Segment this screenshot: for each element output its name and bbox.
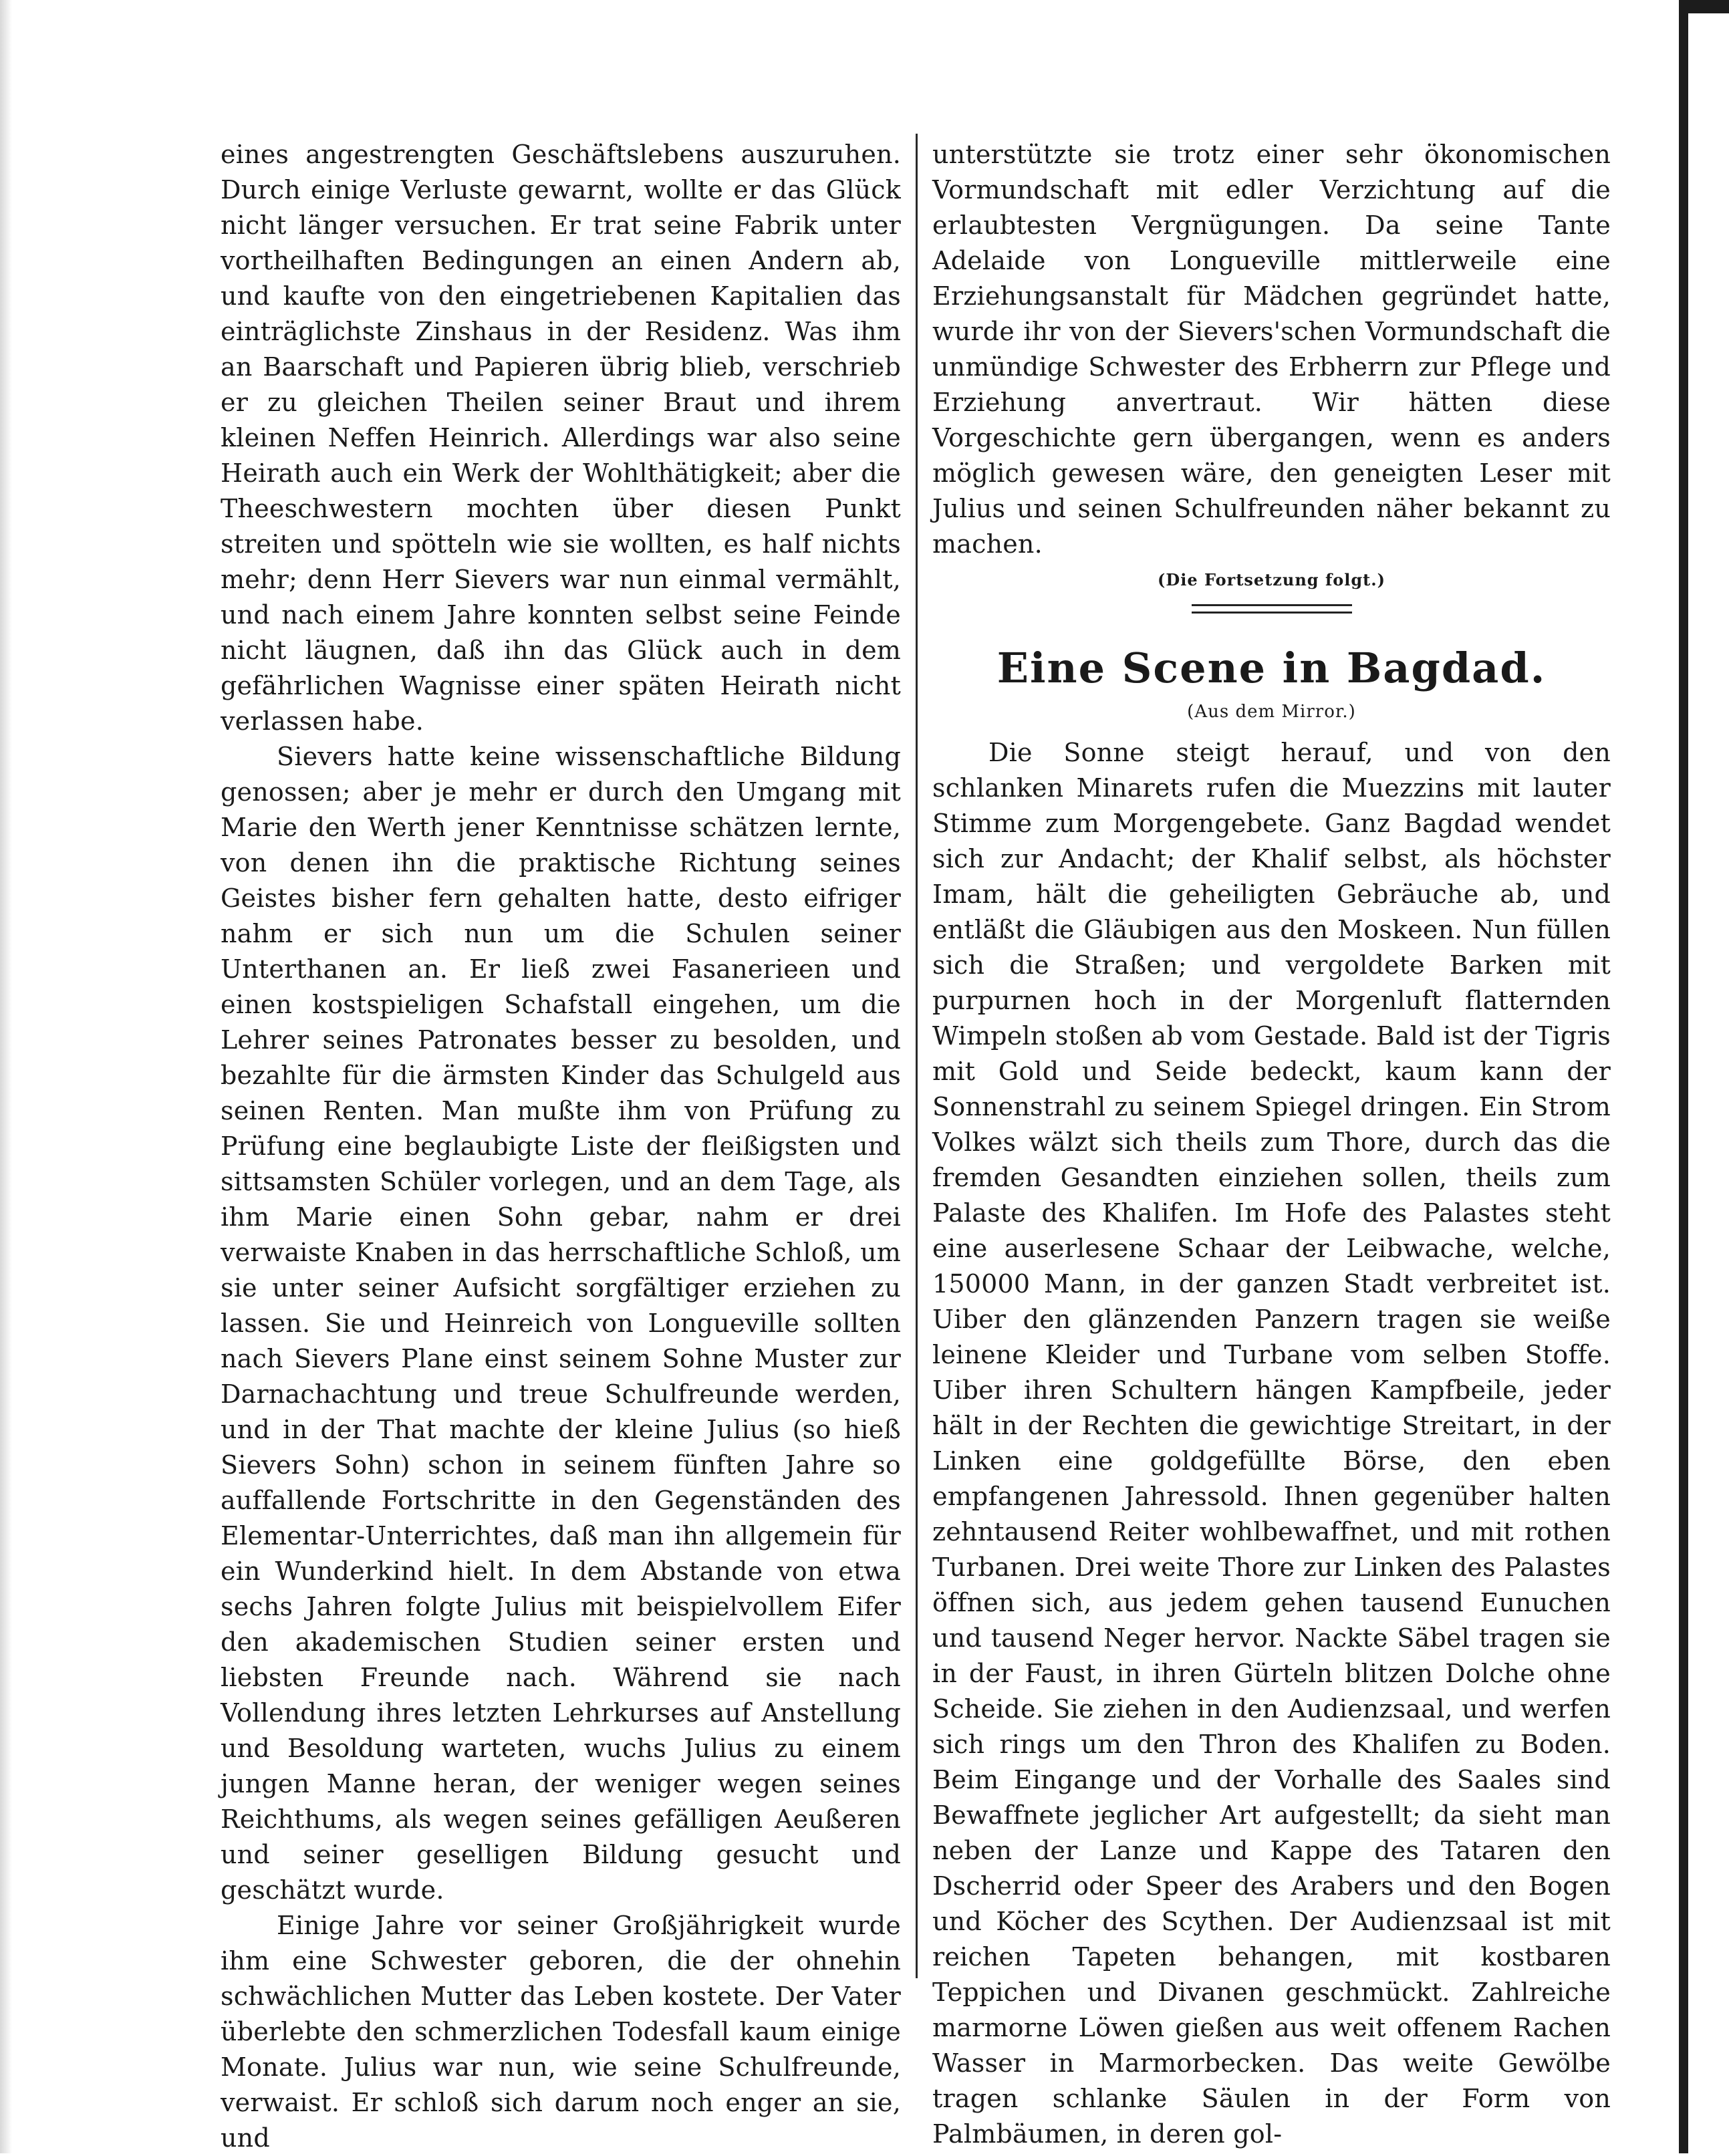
left-paragraph-2: Sievers hatte keine wissenschaftliche Bildung genossen; aber je mehr er durch den Umgang mit Marie den Werth jener Kenntnisse schätzen lernte, von denen ihn die praktische Richtung seines Geistes bisher fern gehalten hatte, desto eifriger nahm er sich nun um die Schulen seiner Unterthanen an. Er ließ zwei Fasanerieen und einen kostspieligen Schafstall eingehen, um die Lehrer seines Patronates besser zu besolden, und bezahlte für die ärmsten Kinder das Schulgeld aus seinen Renten. Man mußte ihm von Prüfung zu Prüfung eine beglaubigte Liste der fleißigsten und sittsamsten Schüler vorlegen, und an dem Tage, als ihm Marie einen Sohn gebar, nahm er drei verwaiste Knaben in das herrschaftliche Schloß, um sie unter seiner Aufsicht sorgfältiger erziehen zu lassen. Sie und Heinreich von Longueville sollten nach Sievers Plane einst seinem Sohne Muster zur Darnachachtung und treue Schulfreunde werden, und in der That machte der kleine Julius (so hieß Sievers Sohn) schon in seinem fünften Jahre so auffallende Fortschritte in den Gegenständen des Elementar-Unterrichtes, daß man ihn allgemein für ein Wunderkind hielt. In dem Abstande von etwa sechs Jahren folgte Julius mit beispielvollem Eifer den akademischen Studien seiner ersten und liebsten Freunde nach. Während sie nach Vollendung ihres letzten Lehrkurses auf Anstellung und Besoldung warteten, wuchs Julius zu einem jungen Manne heran, der weniger wegen seines Reichthums, als wegen seines gefälligen Aeußeren und seiner geselligen Bildung gesucht und geschätzt wurde. [221,742,901,1905]
page-right-edge [1679,0,1729,2153]
right-column [932,137,1611,2152]
continuation-paragraph: unterstützte sie trotz einer sehr ökonomischen Vormundschaft mit edler Verzichtung auf die erlaubtesten Vergnügungen. Da seine Tante Adelaide von Longueville mittlerweile eine Erziehungsanstalt für Mädchen gegründet hatte, wurde ihr von der Sievers'schen Vormundschaft die unmündige Schwester des Erbherrn zur Pflege und Erziehung anvertraut. Wir hätten diese Vorgeschichte gern übergangen, wenn es anders möglich gewesen wäre, den geneigten Leser mit Julius und seinen Schulfreunden näher bekannt zu machen. [932,140,1611,559]
left-paragraph-3: Einige Jahre vor seiner Großjährigkeit wurde ihm eine Schwester geboren, die der ohnehin schwächlichen Mutter das Leben kostete. Der Vater überlebte den schmerzlichen Todesfall kaum einige Monate. Julius war nun, wie seine Schulfreunde, verwaist. Er schloß sich darum noch enger an sie, und [221,1911,901,2153]
scan-border-dark [1679,0,1688,2153]
page-left-edge [0,0,12,2153]
article-body: Die Sonne steigt herauf, und von den schlanken Minarets rufen die Muezzins mit lauter Stimme zum Morgengebete. Ganz Bagdad wendet sich zur Andacht; der Khalif selbst, als höchster Imam, hält die geheiligten Gebräuche ab, und entläßt die Gläubigen aus den Moskeen. Nun füllen sich die Straßen; und vergoldete Barken mit purpurnen hoch in der Morgenluft flatternden Wimpeln stoßen ab vom Gestade. Bald ist der Tigris mit Gold und Seide bedeckt, kaum kann der Sonnenstrahl zu seinem Spiegel dringen. Ein Strom Volkes wälzt sich theils zum Thore, durch das die fremden Gesandten einziehen sollen, theils zum Palaste des Khalifen. Im Hofe des Palastes steht eine auserlesene Schaar der Leibwache, welche, 150000 Mann, in der ganzen Stadt verbreitet ist. Uiber den glänzenden Panzern tragen sie weiße leinene Kleider und Turbane vom selben Stoffe. Uiber ihren Schultern hängen Kampfbeile, jeder hält in der Rechten die gewichtige Streitart, in der Linken eine goldgefüllte Börse, den eben empfangenen Jahressold. Ihnen gegenüber halten zehntausend Reiter wohlbewaffnet, und mit rothen Turbanen. Drei weite Thore zur Linken des Palastes öffnen sich, aus jedem gehen tausend Eunuchen und tausend Neger hervor. Nackte Säbel tragen sie in der Faust, in ihren Gürteln blitzen Dolche ohne Scheide. Sie ziehen in den Audienzsaal, und werfen sich rings um den Thron des Khalifen zu Boden. Beim Eingange und der Vorhalle des Saales sind Bewaffnete jeglicher Art aufgestellt; da sieht man neben der Lanze und Kappe des Tataren den Dscherrid oder Speer des Arabers und den Bogen und Köcher des Scythen. Der Audienzsaal ist mit reichen Tapeten behangen, mit kostbaren Teppichen und Divanen geschmückt. Zahlreiche marmorne Löwen gießen aus weit offenem Rachen Wasser in Marmorbecken. Das weite Gewölbe tragen schlanke Säulen in der Form von Palmbäumen, in deren gol- [932,738,1611,2149]
scan-border-top [1679,0,1729,13]
article-title: Eine Scene in Bagdad. [996,644,1547,692]
left-paragraph-1: eines angestrengten Geschäftslebens auszuruhen. Durch einige Verluste gewarnt, wollte er das Glück nicht länger versuchen. Er trat seine Fabrik unter vortheilhaften Bedingungen an einen Andern ab, und kaufte von den eingetriebenen Kapitalien das einträglichste Zinshaus in der Residenz. Was ihm an Baarschaft und Papieren übrig blieb, verschrieb er zu gleichen Theilen seiner Braut und ihrem kleinen Neffen Heinrich. Allerdings war also seine Heirath auch ein Werk der Wohlthätigkeit; aber die Theeschwestern mochten über diesen Punkt streiten und spötteln wie sie wollten, es half nichts mehr; denn Herr Sievers war nun einmal vermählt, und nach einem Jahre konnten selbst seine Feinde nicht läugnen, daß ihn das Glück auch in dem gefährlichen Wagnisse einer späten Heirath nicht verlassen habe. [221,140,901,736]
column-rule [916,134,918,1978]
article-source: (Aus dem Mirror.) [1187,702,1356,722]
left-column [221,137,901,2156]
section-divider [1192,604,1352,614]
continued-note: (Die Fortsetzung folgt.) [1158,570,1385,589]
